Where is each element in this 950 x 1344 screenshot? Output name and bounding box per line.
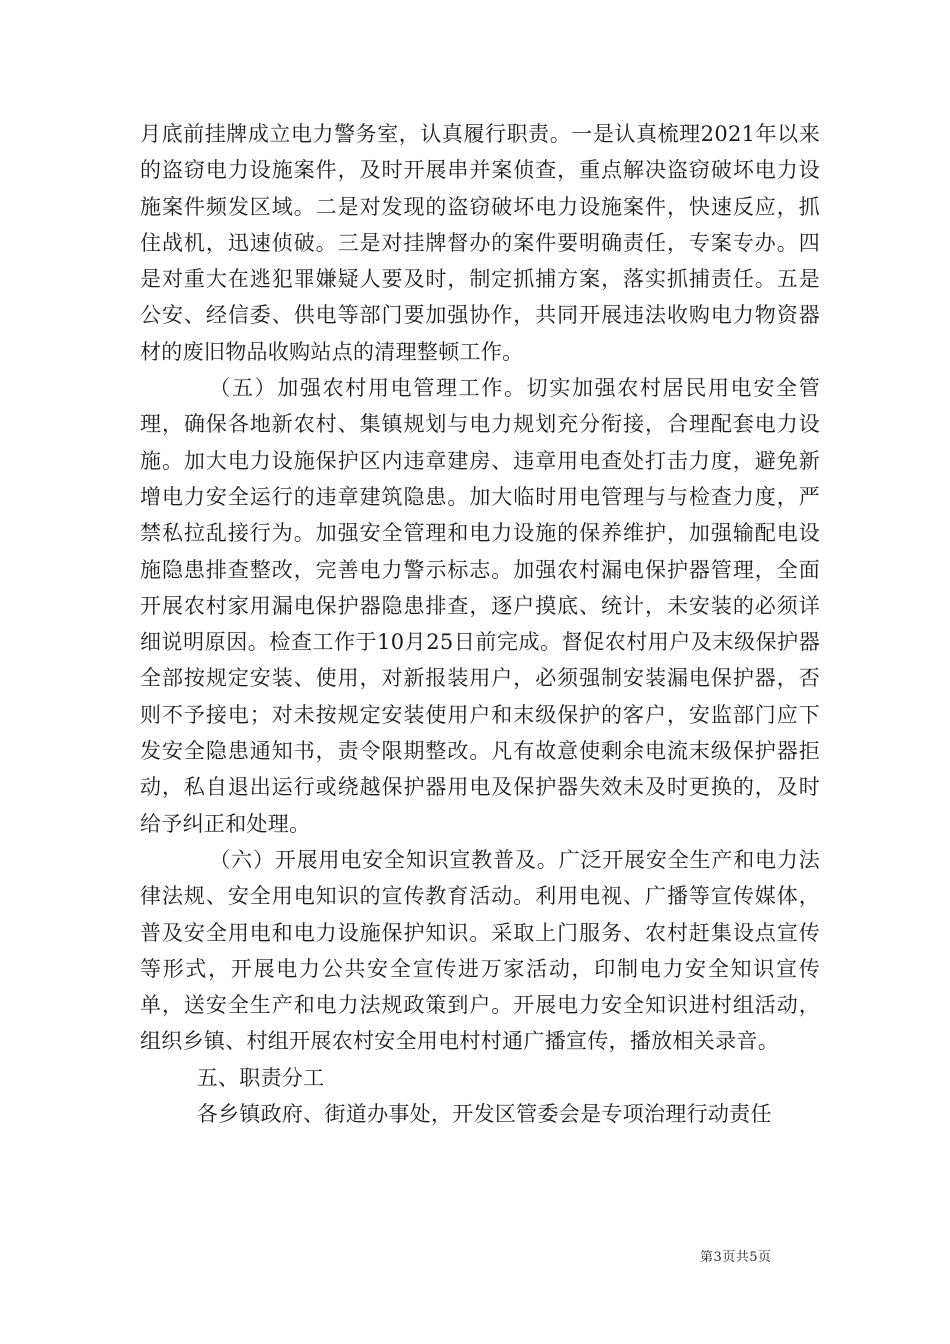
paragraph-responsibilities: 各乡镇政府、街道办事处，开发区管委会是专项治理行动责任 [196, 1102, 772, 1127]
paragraph-police-office: 月底前挂牌成立电力警务室，认真履行职责。一是认真梳理2021年以来的盗窃电力设施案件，及时开展串并案侦查，重点解决盗窃破坏电力设施案件频发区域。二是对发现的盗窃破坏电力设施案件，快速反应，抓住战机，迅速侦破。三是对挂牌督办的案件要明确责任，专案专办。四是对重大在逃犯罪嫌疑人要及时，制定抓捕方案，落实抓捕责任。五是公安、经信委、供电等部门要加强协作，共同开展违法收购电力物资器材的废旧物品收购站点的清理整顿工作。 [140, 122, 820, 364]
section-heading-duties: 五、职责分工 [196, 1065, 325, 1090]
document-body [140, 116, 820, 1132]
page-number-footer: 第3页共5页 [700, 1250, 772, 1265]
paragraph-safety-education: （六）开展用电安全知识宣教普及。广泛开展安全生产和电力法律法规、安全用电知识的宣传教育活动。利用电视、广播等宣传媒体，普及安全用电和电力设施保护知识。采取上门服务、农村赶集设点宣传等形式，开展电力公共安全宣传进万家活动，印制电力安全知识宣传单，送安全生产和电力法规政策到户。开展电力安全知识进村组活动，组织乡镇、村组开展农村安全用电村村通广播宣传，播放相关录音。 [140, 847, 820, 1054]
paragraph-rural-electricity-management: （五）加强农村用电管理工作。切实加强农村居民用电安全管理，确保各地新农村、集镇规划与电力规划充分衔接，合理配套电力设施。加大电力设施保护区内违章建房、违章用电查处打击力度，避免新增电力安全运行的违章建筑隐患。加大临时用电管理与与检查力度，严禁私拉乱接行为。加强安全管理和电力设施的保养维护，加强输配电设施隐患排查整改，完善电力警示标志。加强农村漏电保护器管理，全面开展农村家用漏电保护器隐患排查，逐户摸底、统计，未安装的必须详细说明原因。检查工作于10月25日前完成。督促农村用户及末级保护器全部按规定安装、使用，对新报装用户，必须强制安装漏电保护器，否则不予接电；对未按规定安装使用户和末级保护的客户，安监部门应下发安全隐患通知书，责令限期整改。凡有故意使剩余电流末级保护器拒动，私自退出运行或绕越保护器用电及保护器失效未及时更换的，及时给予纠正和处理。 [140, 376, 820, 836]
